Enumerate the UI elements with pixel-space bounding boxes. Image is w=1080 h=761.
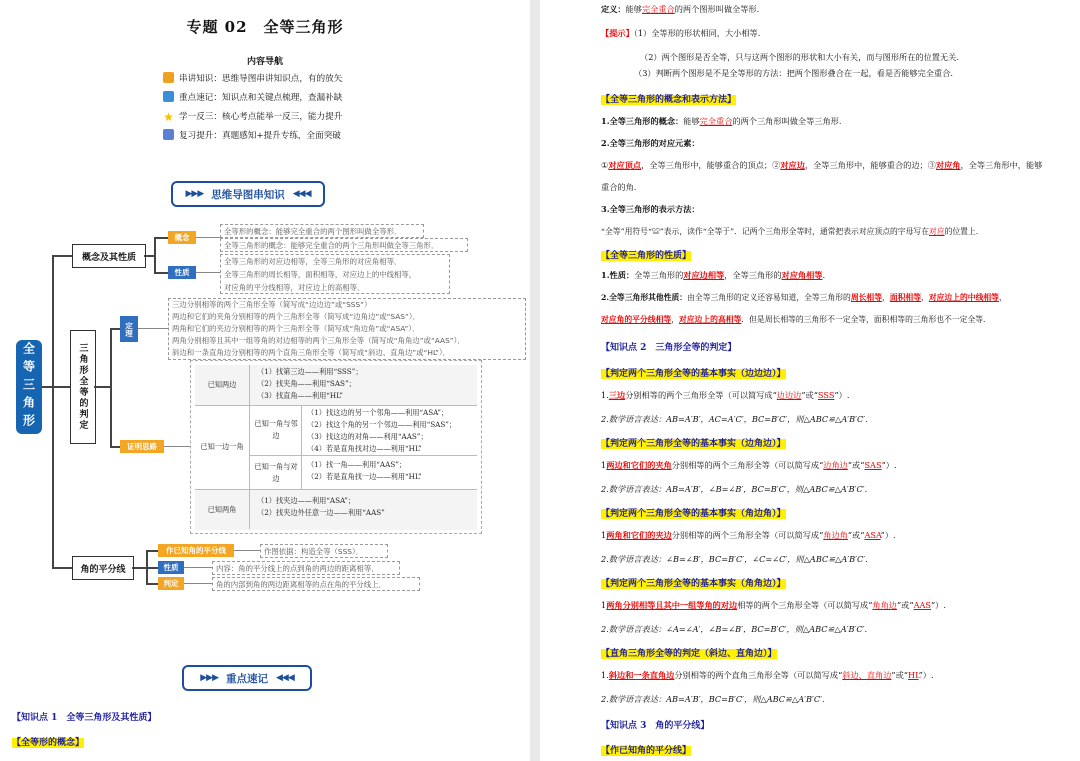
nav-item: 重点速记：知识点和关键点梳理，查漏补缺	[163, 91, 342, 103]
paragraph: 对应角的平分线相等，对应边上的高相等．但是周长相等的三角形不一定全等，面积相等的三角形也不一定全等．	[601, 315, 991, 324]
arrow-right-icon: ▶▶▶	[185, 189, 204, 199]
tag-concept: 概念	[168, 231, 196, 244]
section-concept: 【全等形的概念】	[12, 738, 85, 748]
heading-knowledge-point-2: 【知识点 2 三角形全等的判定】	[601, 343, 737, 353]
paragraph: 2.全等三角形的对应元素：	[601, 138, 700, 148]
connector	[196, 272, 220, 273]
theorem-box: 三边分别相等的两个三角形全等（简写成“边边边”或“SSS”） 两边和它们的夹角分别相等的两个三角形全等（简写成“边角边”或“SAS”）． 两角和它们的夹边分别相等的两个三角形全等（简写成“角边角”或“ASA”）． 两角分别相等且其中一组等角的对边相等的两个三角形全等（简写成“角角边”或“AAS”）． 斜边和一条直角边分别相等的两个直角三角形全等（简写成“斜边、直角边”或“HL”）．	[168, 298, 526, 360]
tag-bisector-judge: 判定	[158, 577, 184, 590]
tag-theorem: 定理	[120, 316, 138, 342]
table-cell: （1）找夹边——利用“ASA”； （2）找夹边外任意一边——利用“AAS”	[257, 496, 385, 517]
paragraph: 2.数学语言表达：AB=A′B′，∠B=∠B′，BC=B′C′，则△ABC≌△A′B′C′.	[601, 484, 868, 494]
map-icon	[163, 72, 174, 83]
connector	[146, 583, 158, 585]
tag-bisector-property: 性质	[158, 561, 184, 574]
paragraph: 1.全等三角形的概念：能够完全重合的两个三角形叫做全等三角形.	[601, 116, 842, 126]
bisector-judge-text: 角的内部到角的两边距离相等的点在角的平分线上．	[212, 577, 420, 591]
connector	[146, 550, 158, 552]
table-head: 已知一边一角	[195, 405, 250, 489]
paragraph: 1.三边分别相等的两个三角形全等（可以简写成“边边边”或“SSS”）.	[601, 390, 850, 400]
heading-concept-repr: 【全等三角形的概念和表示方法】	[601, 95, 737, 105]
paragraph: 2.数学语言表达：AB=A′B′，BC=B′C′，则△ABC≌△A′B′C′.	[601, 694, 825, 704]
heading-sas: 【判定两个三角形全等的基本事实（边角边）】	[601, 439, 786, 449]
connector	[42, 386, 52, 388]
table-subhead: 已知一角与对边	[251, 456, 302, 489]
connector	[154, 237, 156, 273]
section-knowledge-point-1: 【知识点 1 全等三角形及其性质】	[12, 713, 157, 723]
table-head: 已知两角	[195, 490, 250, 529]
tip-line: （3）判断两个图形是不是全等形的方法：把两个图形叠合在一起，看是否能够完全重合.	[634, 68, 953, 78]
heading-aas: 【判定两个三角形全等的基本事实（角角边）】	[601, 579, 786, 589]
arrow-right-icon: ▶▶▶	[200, 673, 218, 683]
tag-construct: 作已知角的平分线	[158, 544, 234, 557]
mindmap-node-bisector: 角的平分线	[72, 556, 134, 580]
connector	[52, 567, 72, 569]
heading-asa: 【判定两个三角形全等的基本事实（角边角）】	[601, 509, 786, 519]
paragraph: 1两角和它们的夹边分别相等的两个三角形全等（可以简写成“角边角”或“ASA”）.	[601, 530, 896, 540]
table-cell: （1）找一角——利用“AAS”； （2）若是直角找一边——利用“HL”	[307, 460, 422, 481]
paragraph: 1两边和它们的夹角分别相等的两个三角形全等（可以简写成“边角边”或“SAS”）.	[601, 460, 897, 470]
section-banner-mindmap: ▶▶▶ 思维导图串知识 ◀◀◀	[171, 181, 325, 207]
mindmap-node-judge: 三角形全等的判定	[70, 330, 96, 444]
paragraph: ①对应顶点，全等三角形中，能够重合的顶点；②对应边，全等三角形中，能够重合的边；③对应角，全等三角形中，能够	[601, 160, 1043, 170]
nav-item: 串讲知识：思维导图串讲知识点，有的放矢	[163, 72, 342, 84]
heading-sss: 【判定两个三角形全等的基本事实（边边边）】	[601, 369, 786, 379]
paragraph: 2.数学语言表达：∠B=∠B′，BC=B′C′，∠C=∠C′，则△ABC≌△A′B′C′.	[601, 554, 868, 564]
nav-item: 复习提升：真题感知+提升专练，全面突破	[163, 129, 341, 141]
nav-item: ★ 学一反三：核心考点能举一反三，能力提升	[163, 110, 343, 124]
connector	[184, 567, 212, 568]
connector	[52, 255, 72, 257]
connector	[154, 272, 168, 274]
connector	[144, 255, 154, 257]
connector	[132, 567, 146, 569]
arrow-left-icon: ◀◀◀	[276, 673, 294, 683]
concept-line: 全等三角形的概念：能够完全重合的两个三角形叫做全等三角形．	[220, 238, 468, 252]
star-icon: ★	[163, 110, 174, 124]
table-cell: （1）找第三边——利用“SSS”； （2）找夹角——利用“SAS”； （3）找直角——利用“HL”	[257, 367, 363, 400]
tip-line: 【提示】（1）全等形的形状相同，大小相等.	[601, 28, 761, 38]
heading-construct-bisector: 【作已知角的平分线】	[601, 746, 692, 756]
definition-line: 定义：能够完全重合的两个图形叫做全等形.	[601, 4, 760, 14]
proof-table	[190, 360, 482, 534]
nav-heading: 内容导航	[246, 57, 283, 67]
tag-proof-idea: 证明思路	[120, 440, 164, 453]
book-icon	[163, 91, 174, 102]
section-banner-key-points: ▶▶▶ 重点速记 ◀◀◀	[182, 665, 312, 691]
connector	[110, 328, 112, 446]
connector	[154, 237, 168, 239]
heading-property: 【全等三角形的性质】	[601, 251, 692, 261]
connector	[110, 446, 120, 448]
mindmap-root: 全等三角形	[16, 340, 42, 434]
connector	[110, 328, 120, 330]
connector	[52, 386, 70, 388]
construct-text: 作图依据：构造全等（SSS）．	[260, 544, 388, 558]
connector	[196, 237, 220, 238]
connector	[234, 550, 260, 551]
table-cell: （1）找这边的另一个邻角——利用“ASA”； （2）找这个角的另一个邻边——利用“SAS”； （3）找这边的对角——利用“AAS”； （4）若是直角找对边——利用“HL”	[307, 408, 457, 453]
property-box: 全等三角形的对应边相等，全等三角形的对应角相等． 全等三角形的周长相等，面积相等，对应边上的中线相等， 对应角的平分线相等，对应边上的高相等．	[220, 254, 450, 294]
concept-line: 全等形的概念：能够完全重合的两个图形叫做全等形．	[220, 224, 424, 238]
paragraph: 1.斜边和一条直角边分别相等的两个直角三角形全等（可以简写成“斜边、直角边”或“HL”）.	[601, 670, 934, 680]
page-title: 专题 02 全等三角形	[186, 18, 344, 36]
connector	[164, 446, 190, 447]
paragraph: 1.性质：全等三角形的对应边相等，全等三角形的对应角相等.	[601, 270, 826, 280]
clipboard-icon	[163, 129, 174, 140]
connector	[146, 567, 158, 569]
table-head: 已知两边	[195, 365, 250, 405]
paragraph: “全等”用符号“≌”表示，读作“全等于”．记两个三角形全等时，通常把表示对应顶点的字母写在对应的位置上．	[601, 227, 984, 236]
connector	[184, 583, 212, 584]
connector	[52, 255, 54, 568]
paragraph: 1两角分别相等且其中一组等角的对边相等的两个三角形全等（可以简写成“角角边”或“AAS”）.	[601, 600, 946, 610]
paragraph: 3.全等三角形的表示方法：	[601, 204, 700, 214]
connector	[138, 328, 168, 329]
bisector-property-text: 内容：角的平分线上的点到角的两边的距离相等．	[212, 561, 400, 575]
arrow-left-icon: ◀◀◀	[292, 189, 311, 199]
tag-property: 性质	[168, 266, 196, 279]
paragraph: 2.数学语言表达：∠A=∠A′，∠B=∠B′，BC=B′C′，则△ABC≌△A′B′C′.	[601, 624, 868, 634]
paragraph: 2.数学语言表达：AB=A′B′，AC=A′C′，BC=B′C′，则△ABC≌△A′B′C′.	[601, 414, 868, 424]
paragraph: 重合的角.	[601, 182, 637, 192]
mindmap-node-concept: 概念及其性质	[72, 244, 146, 268]
connector	[94, 386, 110, 388]
document-page-left	[0, 0, 530, 761]
heading-hl: 【直角三角形全等的判定（斜边、直角边）】	[601, 649, 777, 659]
paragraph: 2.全等三角形其他性质：由全等三角形的定义还容易知道，全等三角形的周长相等，面积相等，对应边上的中线相等，	[601, 293, 1007, 302]
table-subhead: 已知一角与邻边	[251, 405, 302, 455]
heading-knowledge-point-3: 【知识点 3 角的平分线】	[601, 721, 710, 731]
tip-line: （2）两个图形是否全等，只与这两个图形的形状和大小有关，而与图形所在的位置无关.	[640, 52, 959, 62]
